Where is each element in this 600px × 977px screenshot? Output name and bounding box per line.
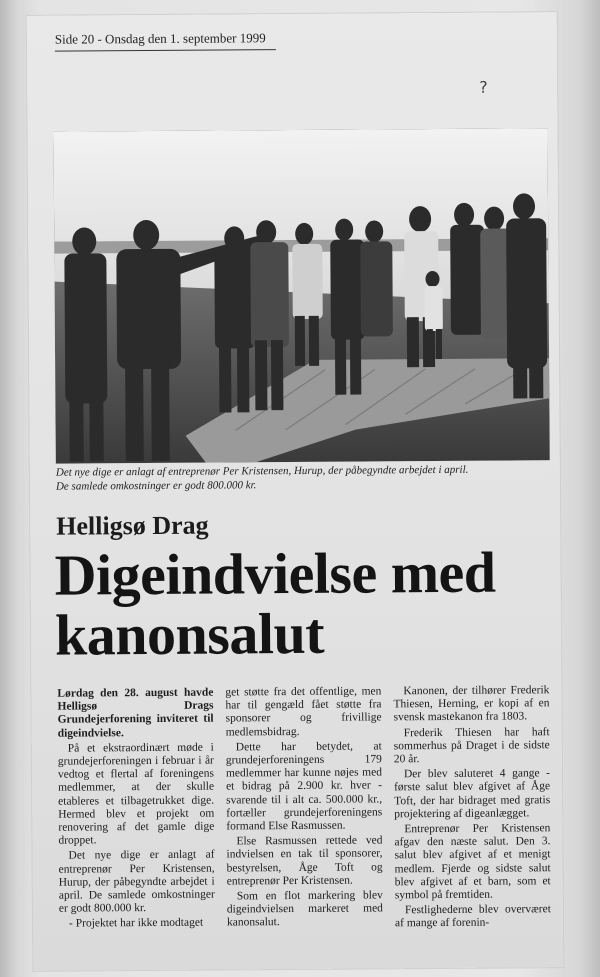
body-paragraph: Festlighederne blev overværet af mange af forenin- (394, 903, 551, 930)
photo-illustration (53, 128, 549, 463)
caption-line-1: Det nye dige er anlagt af entreprenør Per Kristensen, Hurup, der påbegyndte arbejdet i april. (55, 463, 469, 479)
article-headline: Digeindvielse med kanonsalut (54, 539, 496, 668)
body-paragraph: Frederik Thiesen har haft sommerhus på Draget i de sidste 20 år. (393, 725, 550, 766)
body-paragraph: get støtte fra det offentlige, men har til gengæld fået støtte fra sponsorer og frivillige medlemsbidrag. (225, 685, 382, 739)
body-paragraph: Der blev saluteret 4 gange - første salut blev afgivet af Åge Toft, der har bidraget med gratis projektering af digeanlægget. (394, 767, 551, 821)
article-body (57, 684, 551, 969)
body-paragraph: Det nye dige er anlagt af entreprenør Per Kristensen, Hurup, der påbegyndte arbejdet i april. De samlede omkostninger er godt 800.000 kr. (58, 849, 215, 915)
newspaper-clipping (27, 12, 564, 971)
body-paragraph: Kanonen, der tilhører Frederik Thiesen, Herning, er kopi af en svensk mastekanon fra 1803. (393, 684, 550, 724)
dateline: Side 20 - Onsdag den 1. september 1999 (54, 30, 266, 47)
body-column-3 (393, 684, 551, 967)
article-photo (53, 128, 549, 463)
body-column-1 (57, 687, 215, 970)
pen-mark: ? (479, 77, 488, 97)
body-paragraph: Lørdag den 28. august havde Helligsø Drags Grundejerforening inviteret til digeindvielse. (57, 686, 214, 740)
photo-caption (56, 462, 550, 493)
body-paragraph: Else Rasmussen rettede ved indvielsen en tak til sponsorer, bestyrelsen, Åge Toft og entreprenør Per Kristensen. (226, 834, 383, 888)
body-paragraph: Som en flot markering blev digeindvielsen markeret med kanonsalut. (226, 889, 383, 929)
caption-line-2: De samlede omkostninger er godt 800.000 kr. (55, 479, 257, 493)
body-column-2 (225, 685, 383, 968)
body-paragraph: På et ekstraordinært møde i grundejerforeningen i februar i år vedtog et flertal af foreningens medlemmer, at der skulle etableres et tilbagetrukket dige. Hermed blev et projekt om renovering af det gamle dige droppet. (57, 741, 215, 847)
body-paragraph: - Projektet har ikke modtaget (68, 917, 204, 931)
article-kicker: Helligsø Drag (56, 510, 209, 541)
body-paragraph: Dette har betydet, at grundejerforeningens 179 medlemmer har kunne nøjes med et bidrag på 2.900 kr. hver - svarende til i alt ca. 500.000 kr., fortæller grundejerforeningens formand Else Rasmussen. (225, 740, 383, 833)
body-paragraph: Entreprenør Per Kristensen afgav den næste salut. Den 3. salut blev afgivet af et menigt medlem. Fjerde og sidste salut blev afgivet af et barn, som et symbol på fremtiden. (394, 822, 551, 902)
